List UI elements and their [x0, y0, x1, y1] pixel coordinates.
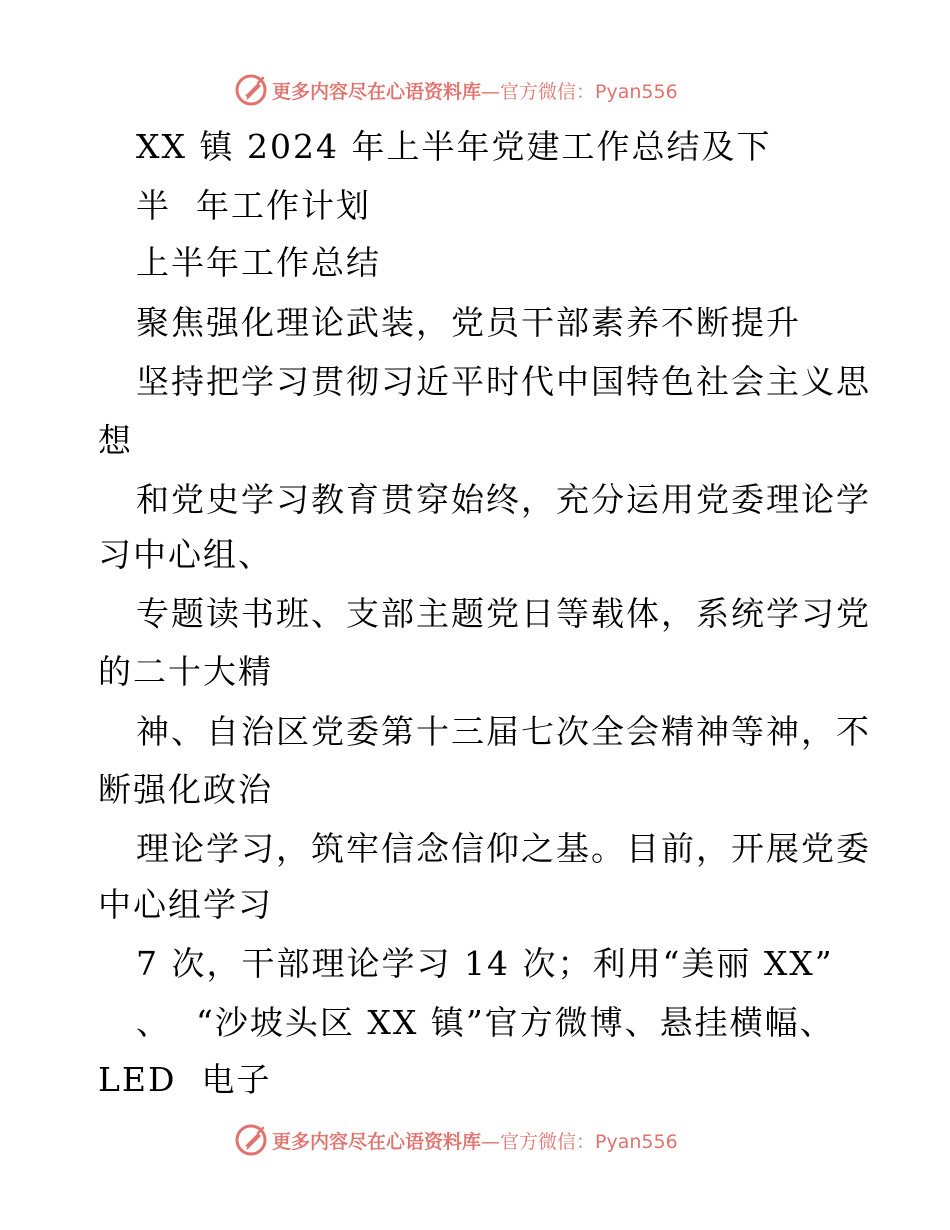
body-line: 习中心组、 [98, 535, 273, 574]
watermark-contact-text: —官方微信：Pyan556 [481, 80, 678, 103]
watermark-brand-text: 更多内容尽在心语资料库 [272, 1130, 482, 1153]
body-line: 中心组学习 [98, 885, 273, 924]
quill-pen-seal-icon [234, 1123, 268, 1157]
document-title-line-2: 半 年工作计划 [136, 186, 371, 225]
body-line: 专题读书班、支部主题党日等载体，系统学习党 [136, 594, 871, 633]
body-line: 想 [98, 421, 133, 460]
header-watermark [234, 70, 678, 110]
subheading: 聚焦强化理论武装，党员干部素养不断提升 [136, 303, 801, 342]
body-line: 坚持把学习贯彻习近平时代中国特色社会主义思 [136, 362, 871, 401]
body-line: 、 “沙坡头区 XX 镇”官方微博、悬挂横幅、 [136, 1003, 835, 1042]
quill-pen-seal-icon [234, 73, 268, 107]
body-line: 神、自治区党委第十三届七次全会精神等神，不 [136, 712, 871, 751]
body-line: LED 电子 [98, 1060, 272, 1099]
body-line: 断强化政治 [98, 770, 273, 809]
document-title-line-1: XX 镇 2024 年上半年党建工作总结及下 [136, 127, 772, 166]
body-line: 理论学习，筑牢信念信仰之基。目前，开展党委 [136, 829, 871, 868]
body-line: 7 次，干部理论学习 14 次；利用“美丽 XX” [136, 944, 834, 983]
watermark-contact-text: —官方微信：Pyan556 [481, 1130, 678, 1153]
body-line: 和党史学习教育贯穿始终，充分运用党委理论学 [136, 480, 871, 519]
body-line: 的二十大精 [98, 652, 273, 691]
section-heading: 上半年工作总结 [136, 243, 381, 282]
watermark-brand-text: 更多内容尽在心语资料库 [272, 80, 482, 103]
footer-watermark [234, 1120, 678, 1160]
